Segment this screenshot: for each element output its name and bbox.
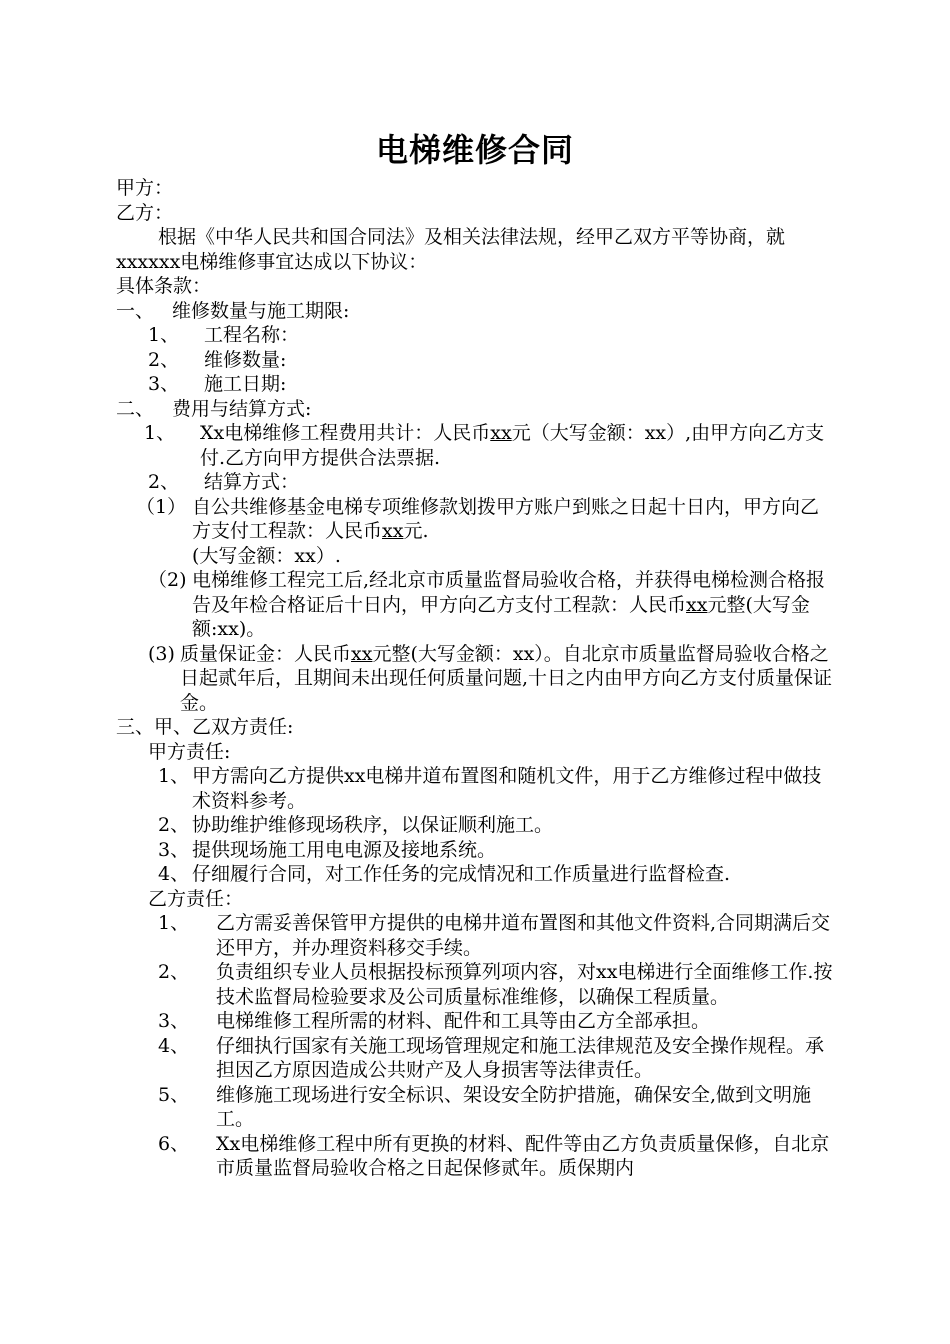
list-item bbox=[116, 813, 836, 838]
section-title: 费用与结算方式: bbox=[172, 397, 312, 420]
item-text: 结算方式： bbox=[204, 471, 300, 493]
party-b-duties-heading: 乙方责任： bbox=[148, 887, 244, 910]
item-number: 1、 bbox=[148, 324, 180, 346]
list-item bbox=[116, 348, 836, 373]
clause-number: （1） bbox=[136, 495, 187, 518]
text-fragment: 元整(大写金额:xx)。 bbox=[192, 593, 810, 640]
section-1-heading bbox=[116, 299, 836, 324]
list-item bbox=[116, 838, 836, 863]
item-text: Xx电梯维修工程中所有更换的材料、配件等由乙方负责质量保修，自北京市质量监督局验收合格之日起保修贰年。质保期内 bbox=[216, 1132, 830, 1179]
section-3-heading: 三、甲、乙双方责任: bbox=[116, 716, 294, 738]
settlement-clause-1 bbox=[116, 495, 836, 569]
item-number: 4、 bbox=[158, 1034, 190, 1057]
section-2-heading bbox=[116, 397, 836, 422]
clause-text bbox=[192, 568, 836, 642]
party-a-line: 甲方： bbox=[116, 177, 174, 199]
list-item bbox=[116, 960, 836, 1009]
amount-blank: xx bbox=[351, 642, 373, 665]
item-number: 2、 bbox=[148, 348, 180, 371]
item-text: 施工日期: bbox=[204, 373, 287, 395]
item-text: 电梯维修工程所需的材料、配件和工具等由乙方全部承担。 bbox=[216, 1010, 711, 1032]
text-fragment: 自公共维修基金电梯专项维修款划拨甲方账户到账之日起十日内，甲方向乙方支付工程款：人民币 bbox=[192, 495, 820, 542]
item-text: 甲方需向乙方提供xx电梯井道布置图和随机文件，用于乙方维修过程中做技术资料参考。 bbox=[192, 765, 822, 812]
list-item bbox=[116, 862, 836, 887]
item-number: 2、 bbox=[148, 471, 180, 493]
settlement-item bbox=[116, 470, 836, 495]
item-text: 仔细履行合同，对工作任务的完成情况和工作质量进行监督检查. bbox=[192, 863, 731, 885]
clause-number: (3) bbox=[148, 642, 175, 665]
list-item bbox=[116, 1083, 836, 1132]
section-number: 一、 bbox=[116, 299, 155, 322]
section-title: 维修数量与施工期限: bbox=[172, 299, 350, 322]
item-text: 提供现场施工用电电源及接地系统。 bbox=[192, 838, 497, 861]
fee-item bbox=[116, 421, 836, 470]
text-fragment: 质量保证金：人民币 bbox=[180, 642, 352, 665]
text-fragment: 电梯维修工程完工后,经北京市质量监督局验收合格，并获得电梯检测合格报告及年检合格证后十日内，甲方向乙方支付工程款：人民币 bbox=[192, 569, 826, 616]
list-item bbox=[116, 764, 836, 813]
item-number: 2、 bbox=[158, 961, 190, 983]
item-number: 3、 bbox=[158, 838, 190, 861]
item-number: 2、 bbox=[158, 814, 190, 836]
list-item bbox=[116, 1009, 836, 1034]
item-number: 3、 bbox=[148, 373, 180, 395]
text-fragment: 元. bbox=[403, 520, 429, 542]
terms-heading: 具体条款： bbox=[116, 275, 212, 297]
item-text bbox=[200, 421, 836, 470]
list-item bbox=[116, 372, 836, 397]
amount-blank: xx bbox=[490, 422, 512, 444]
document-body bbox=[116, 176, 836, 1181]
item-number: 1、 bbox=[158, 765, 190, 787]
party-b-line: 乙方： bbox=[116, 201, 174, 224]
item-number: 1、 bbox=[144, 422, 176, 444]
item-text: 协助维护维修现场秩序，以保证顺利施工。 bbox=[192, 814, 554, 836]
item-number: 1、 bbox=[158, 912, 190, 934]
item-text: 维修施工现场进行安全标识、架设安全防护措施，确保安全,做到文明施工。 bbox=[216, 1083, 812, 1130]
section-number: 二、 bbox=[116, 397, 155, 420]
text-fragment: 元（大写金额：xx）,由甲方向乙方支付.乙方向甲方提供合法票据. bbox=[200, 422, 825, 469]
list-item bbox=[116, 1132, 836, 1181]
list-item bbox=[116, 323, 836, 348]
item-text: 仔细执行国家有关施工现场管理规定和施工法律规范及安全操作规程。承担因乙方原因造成公共财产及人身损害等法律责任。 bbox=[216, 1034, 825, 1081]
list-item bbox=[116, 911, 836, 960]
clause-number: （2) bbox=[148, 569, 187, 591]
amount-blank: xx bbox=[382, 520, 404, 542]
clause-text bbox=[180, 642, 836, 716]
document-title: 电梯维修合同 bbox=[375, 131, 574, 169]
item-text: 乙方需妥善保管甲方提供的电梯井道布置图和其他文件资料,合同期满后交还甲方，并办理资料移交手续。 bbox=[216, 912, 831, 959]
amount-blank: xx bbox=[686, 593, 708, 616]
text-fragment: 元整(大写金额：xx）。自北京市质量监督局验收合格之日起贰年后，且期间未出现任何质量问题,十日之内由甲方向乙方支付质量保证金。 bbox=[180, 642, 833, 714]
party-a-duties-heading: 甲方责任: bbox=[148, 740, 231, 763]
clause-text bbox=[192, 495, 836, 569]
intro-paragraph: 根据《中华人民共和国合同法》及相关法律法规，经甲乙双方平等协商，就xxxxxx电梯维修事宜达成以下协议： bbox=[116, 226, 786, 273]
list-item bbox=[116, 1034, 836, 1083]
text-fragment: (大写金额：xx）. bbox=[192, 544, 341, 567]
settlement-clause-2 bbox=[116, 568, 836, 642]
item-text: 负责组织专业人员根据投标预算列项内容，对xx电梯进行全面维修工作.按技术监督局检验要求及公司质量标准维修，以确保工程质量。 bbox=[216, 961, 833, 1008]
item-number: 4、 bbox=[158, 863, 190, 885]
item-number: 3、 bbox=[158, 1010, 190, 1032]
item-text: 工程名称： bbox=[204, 324, 300, 346]
item-text: 维修数量: bbox=[204, 348, 287, 371]
text-fragment: Xx电梯维修工程费用共计：人民币 bbox=[200, 422, 491, 444]
item-number: 5、 bbox=[158, 1083, 190, 1106]
item-number: 6、 bbox=[158, 1132, 190, 1155]
settlement-clause-3 bbox=[116, 642, 836, 716]
